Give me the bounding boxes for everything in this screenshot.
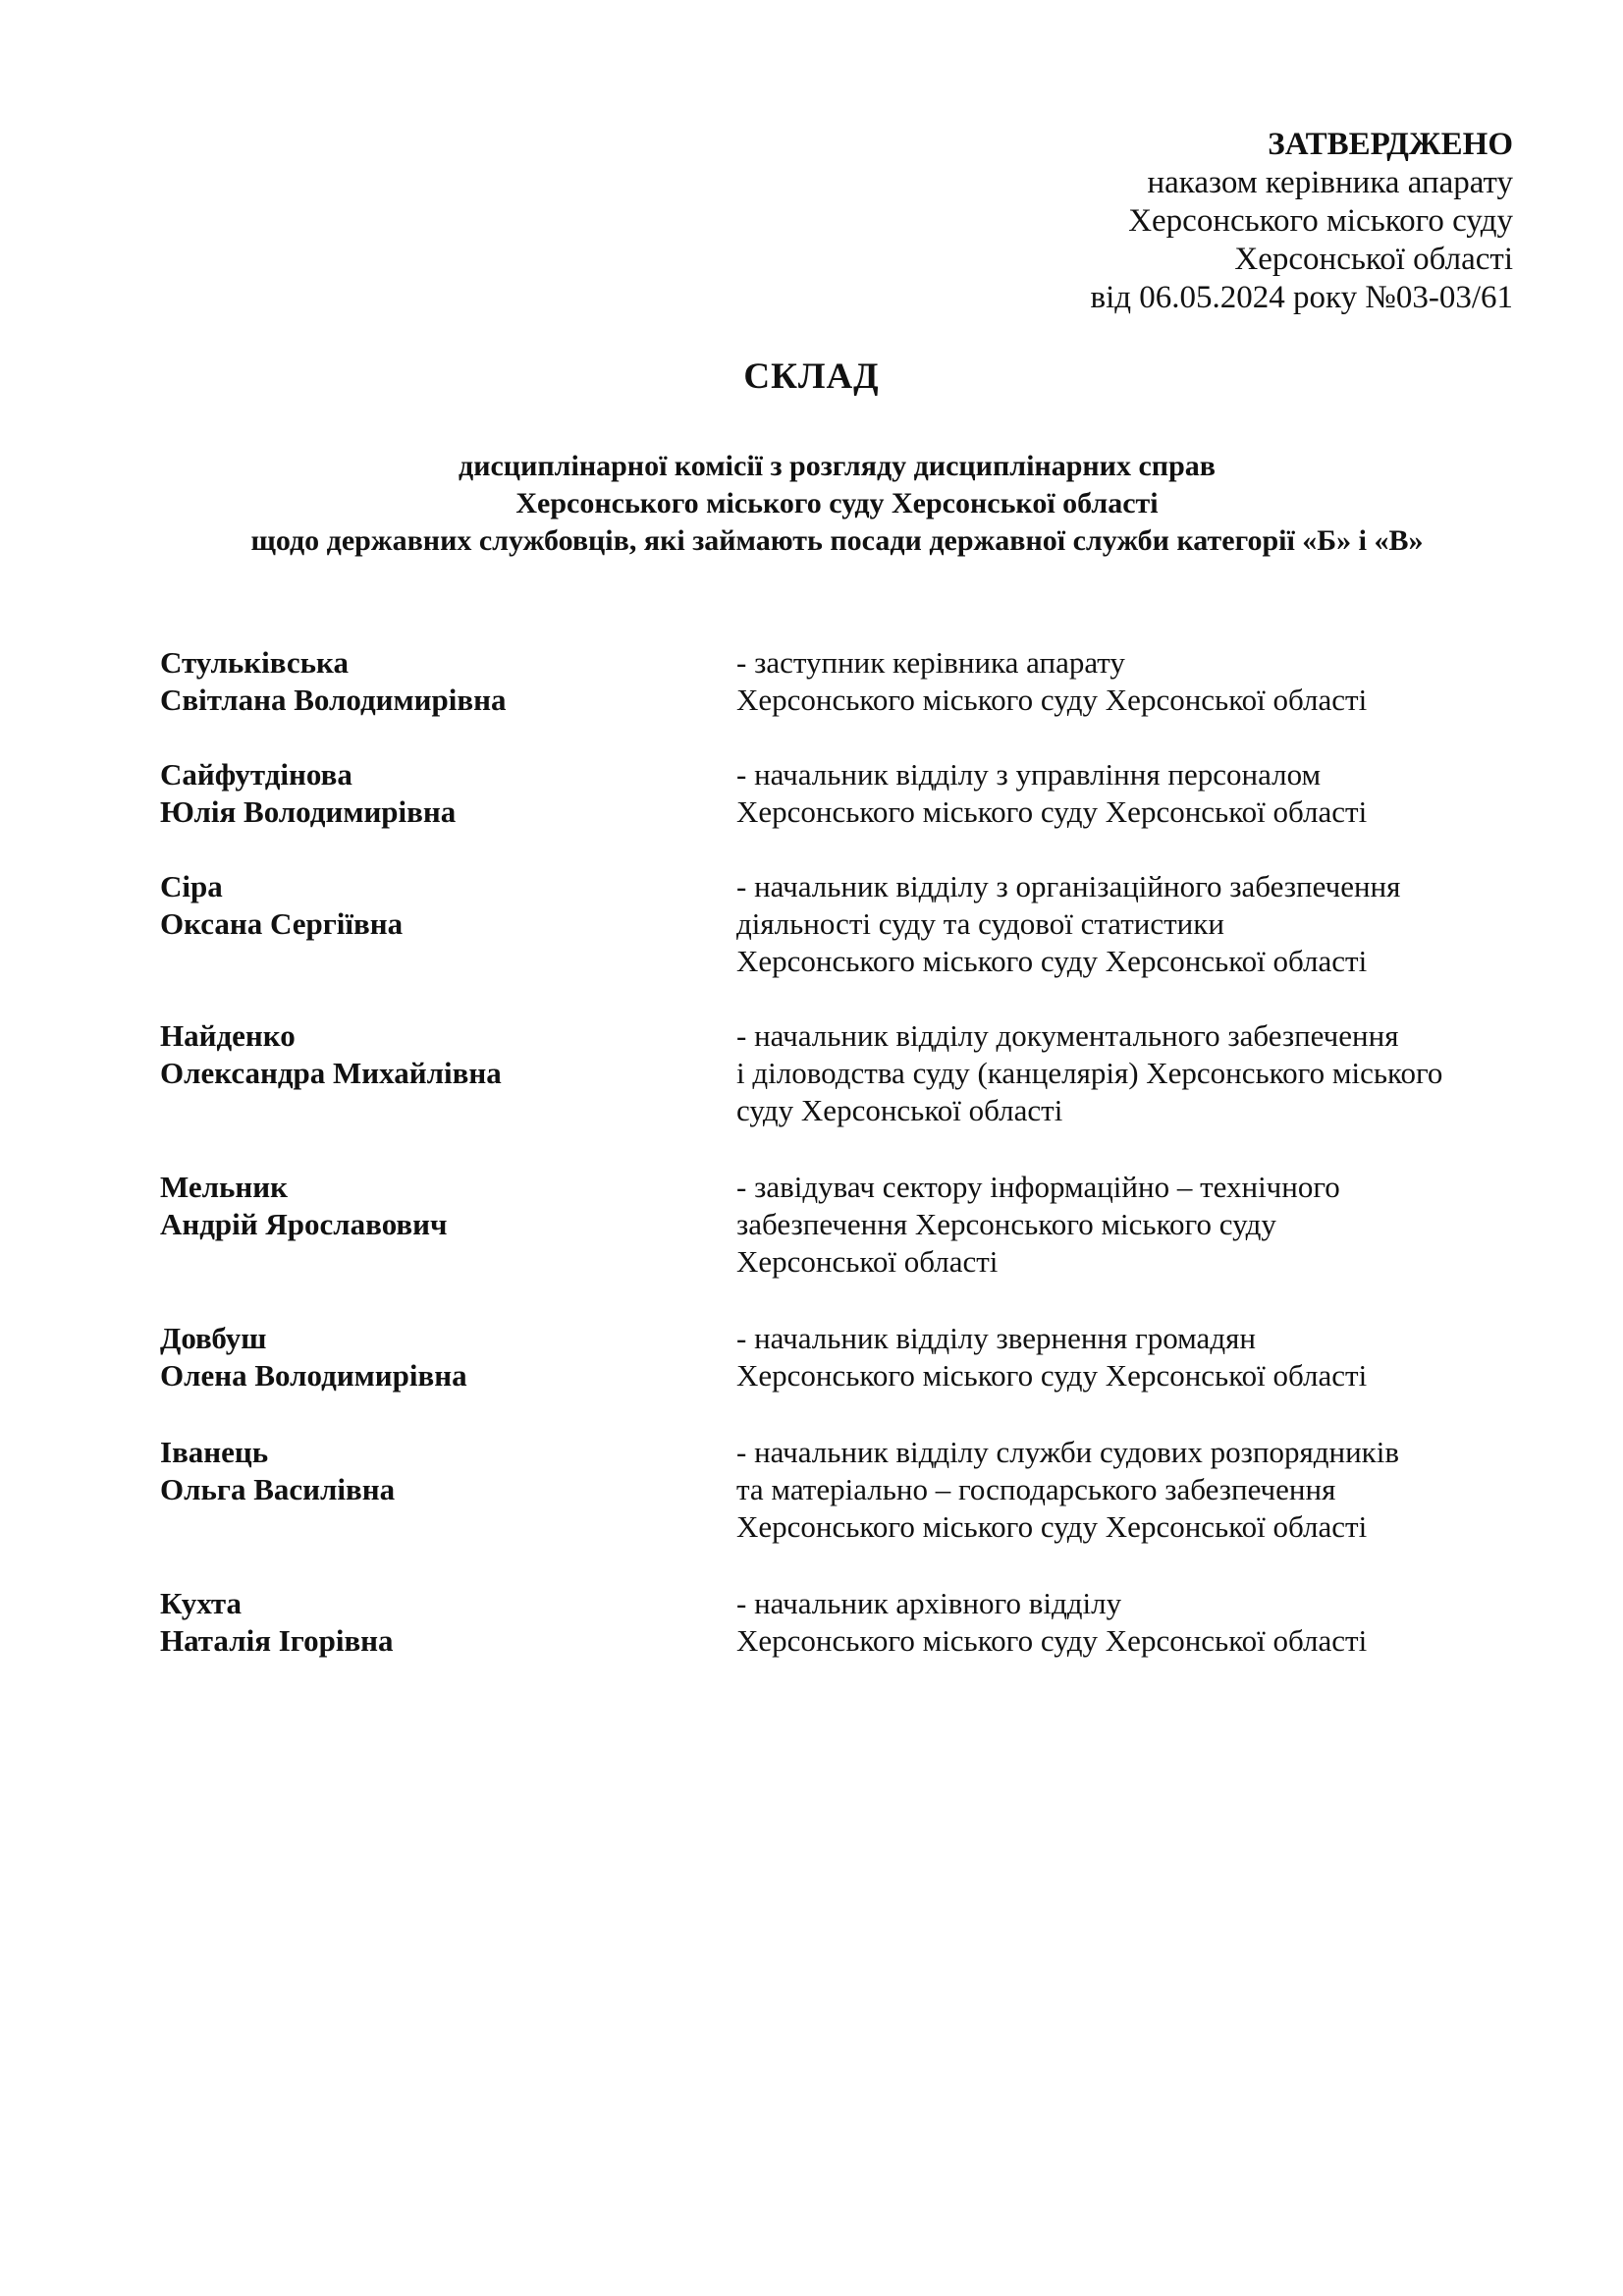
member-name <box>160 1169 448 1243</box>
document-subtitle <box>0 448 1623 560</box>
member-given-name: Ольга Василівна <box>160 1472 396 1506</box>
approval-line-2: Херсонського міського суду <box>1128 203 1513 239</box>
position-line: Херсонського міського суду Херсонської області <box>736 794 1368 829</box>
member-position <box>736 1169 1340 1281</box>
member-surname: Іванець <box>160 1435 269 1469</box>
member-name <box>160 868 403 943</box>
approval-line-1: наказом керівника апарату <box>1147 165 1513 200</box>
member-name <box>160 1585 394 1660</box>
position-line: забезпечення Херсонського міського суду <box>736 1207 1276 1241</box>
member-surname: Довбуш <box>160 1321 267 1355</box>
member-surname: Мельник <box>160 1170 288 1204</box>
position-line: - завідувач сектору інформаційно – технічного <box>736 1170 1340 1204</box>
subtitle-line-2: Херсонського міського суду Херсонської області <box>515 487 1159 519</box>
member-name <box>160 644 506 719</box>
member-given-name: Оксана Сергіївна <box>160 906 404 941</box>
position-line: Херсонської області <box>736 1244 999 1279</box>
member-given-name: Олена Володимирівна <box>160 1358 467 1393</box>
member-name <box>160 756 456 831</box>
member-name <box>160 1320 467 1394</box>
position-line: - заступник керівника апарату <box>736 645 1125 680</box>
position-line: - начальник відділу з організаційного забезпечення <box>736 869 1401 903</box>
position-line: Херсонського міського суду Херсонської області <box>736 1623 1368 1658</box>
member-surname: Сайфутдінова <box>160 757 352 792</box>
position-line: діяльності суду та судової статистики <box>736 906 1224 941</box>
document-title: СКЛАД <box>743 356 880 397</box>
position-line: - начальник відділу з управління персоналом <box>736 757 1322 792</box>
member-position <box>736 1585 1367 1660</box>
member-given-name: Світлана Володимирівна <box>160 683 507 717</box>
member-given-name: Наталія Ігорівна <box>160 1623 394 1658</box>
member-surname: Найденко <box>160 1018 296 1053</box>
position-line: Херсонського міського суду Херсонської області <box>736 944 1368 978</box>
approval-block <box>1091 126 1514 317</box>
member-surname: Стульківська <box>160 645 349 680</box>
subtitle-line-3: щодо державних службовців, які займають посади державної служби категорії «Б» і «В» <box>250 524 1424 557</box>
position-line: та матеріально – господарського забезпечення <box>736 1472 1336 1506</box>
position-line: Херсонського міського суду Херсонської області <box>736 1509 1368 1544</box>
member-position <box>736 1320 1367 1394</box>
subtitle-line-1: дисциплінарної комісії з розгляду дисциплінарних справ <box>459 450 1216 482</box>
approval-heading: ЗАТВЕРДЖЕНО <box>1268 127 1513 162</box>
member-surname: Сіра <box>160 869 223 903</box>
approval-line-4: від 06.05.2024 року №03-03/61 <box>1090 280 1513 315</box>
approval-line-3: Херсонської області <box>1234 242 1513 277</box>
position-line: суду Херсонської області <box>736 1093 1063 1127</box>
member-given-name: Олександра Михайлівна <box>160 1056 502 1090</box>
position-line: - начальник архівного відділу <box>736 1586 1122 1620</box>
position-line: - начальник відділу звернення громадян <box>736 1321 1256 1355</box>
position-line: Херсонського міського суду Херсонської області <box>736 683 1368 717</box>
member-name <box>160 1434 395 1508</box>
position-line: і діловодства суду (канцелярія) Херсонського міського <box>736 1056 1443 1090</box>
member-position <box>736 868 1400 980</box>
position-line: - начальник відділу документального забезпечення <box>736 1018 1399 1053</box>
member-position <box>736 1017 1442 1129</box>
position-line: Херсонського міського суду Херсонської області <box>736 1358 1368 1393</box>
position-line: - начальник відділу служби судових розпорядників <box>736 1435 1399 1469</box>
member-surname: Кухта <box>160 1586 243 1620</box>
member-name <box>160 1017 502 1092</box>
member-position <box>736 1434 1399 1546</box>
member-given-name: Юлія Володимирівна <box>160 794 457 829</box>
member-position <box>736 644 1367 719</box>
member-position <box>736 756 1367 831</box>
member-given-name: Андрій Ярославович <box>160 1207 448 1241</box>
